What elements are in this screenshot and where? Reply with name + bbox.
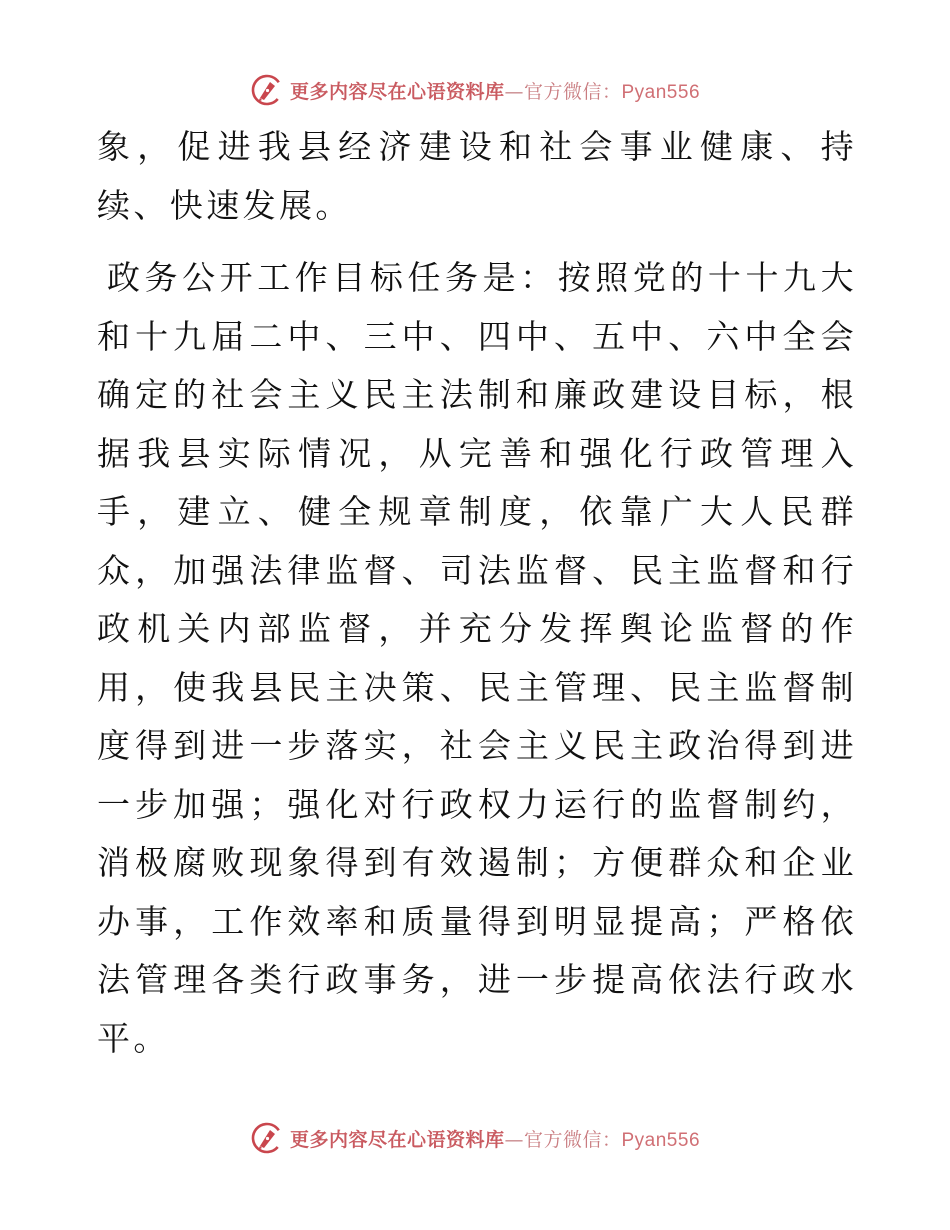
watermark-separator: —	[504, 1128, 524, 1151]
footer-watermark	[0, 1118, 950, 1158]
watermark-wechat-id: Pyan556	[621, 1129, 701, 1151]
watermark-label: 官方微信：	[523, 1128, 622, 1151]
watermark-text	[290, 1125, 700, 1152]
watermark-wechat-id: Pyan556	[621, 81, 701, 103]
document-body	[97, 118, 857, 1068]
paragraph-continuation: 象，促进我县经济建设和社会事业健康、持续、快速发展。	[97, 127, 857, 225]
watermark-label: 官方微信：	[523, 80, 622, 103]
watermark-brand: 更多内容尽在心语资料库	[289, 80, 505, 103]
paragraph-goals: 政务公开工作目标任务是：按照党的十十九大和十九届二中、三中、四中、五中、六中全会确定的社会主义民主法制和廉政建设目标，根据我县实际情况，从完善和强化行政管理入手，建立、健全规章制度，依靠广大人民群众，加强法律监督、司法监督、民主监督和行政机关内部监督，并充分发挥舆论监督的作用，使我县民主决策、民主管理、民主监督制度得到进一步落实，社会主义民主政治得到进一步加强；强化对行政权力运行的监督制约，消极腐败现象得到有效遏制；方便群众和企业办事，工作效率和质量得到明显提高；严格依法管理各类行政事务，进一步提高依法行政水平。	[97, 258, 857, 1058]
pen-nib-logo-icon	[250, 1121, 284, 1155]
watermark-separator: —	[504, 80, 524, 103]
watermark-brand: 更多内容尽在心语资料库	[289, 1128, 505, 1151]
pen-nib-logo-icon	[250, 73, 284, 107]
header-watermark	[0, 70, 950, 110]
watermark-text	[290, 77, 700, 104]
